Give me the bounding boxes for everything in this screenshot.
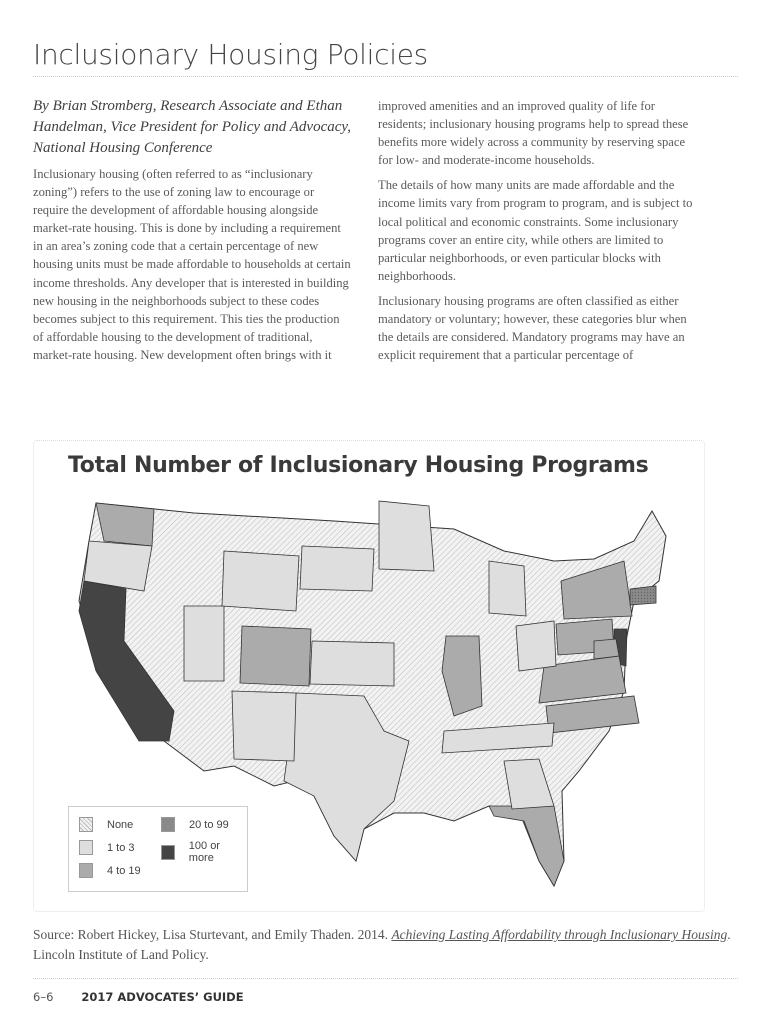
- left-column: [33, 96, 351, 371]
- paragraph: Inclusionary housing programs are often classified as either mandatory or voluntary; however, these categories blur when the details are considered. Mandatory programs may have an explicit requirement that a particular percentage of: [378, 293, 687, 363]
- legend-swatch: [79, 817, 93, 832]
- legend-item-4-19: [79, 863, 141, 878]
- legend-item-20-99: [161, 817, 229, 832]
- state-md: [594, 639, 619, 659]
- legend-label: None: [107, 818, 134, 831]
- legend-swatch: [161, 817, 175, 832]
- page-title: Inclusionary Housing Policies: [33, 38, 428, 71]
- legend-item-none: [79, 817, 133, 832]
- byline: By Brian Stromberg, Research Associate and Ethan Handelman, Vice President for Policy and Advocacy, National Housing Conference: [33, 98, 351, 156]
- legend-item-1-3: [79, 840, 135, 855]
- page-footer: [33, 990, 244, 1004]
- title-divider: [33, 76, 738, 77]
- footer-divider: [33, 978, 738, 979]
- map-figure: [33, 440, 705, 912]
- source-text: . Lincoln Institute of Land Policy.: [33, 927, 731, 962]
- source-text: Source: Robert Hickey, Lisa Sturtevant, and Emily Thaden. 2014.: [33, 927, 392, 942]
- paragraph: Inclusionary housing (often referred to as “inclusionary zoning”) refers to the use of zoning law to encourage or require the development of affordable housing alongside market-rate housing. This is done by including a requirement in an area’s zoning code that a certain percentage of new housing units must be made affordable to households at certain income thresholds. Any developer that is interested in building new housing in the neighborhoods subject to these codes becomes subject to this requirement. This ties the production of affordable housing to the development of traditional, market-rate housing. New development often brings with it: [33, 167, 351, 362]
- state-oh: [516, 621, 556, 671]
- state-ma: [630, 586, 656, 605]
- legend-swatch: [79, 840, 93, 855]
- legend-label: 100 or more: [188, 840, 220, 864]
- state-nm: [232, 691, 296, 761]
- state-wa: [96, 503, 154, 546]
- guide-title: 2017 ADVOCATES’ GUIDE: [81, 990, 244, 1004]
- state-ut: [184, 606, 224, 681]
- map-title: Total Number of Inclusionary Housing Programs: [68, 453, 649, 478]
- state-fl: [489, 806, 564, 886]
- legend-item-100-plus: [161, 840, 247, 864]
- map-legend: [68, 806, 248, 892]
- legend-label: 1 to 3: [107, 841, 135, 854]
- paragraph: The details of how many units are made affordable and the income limits vary from program to program, and is subject to local political and economic constraints. Some inclusionary programs cover an entire city, while others are limited to particular neighborhoods, or even particular blocks with neighborhoods.: [378, 178, 693, 283]
- page-number: 6–6: [33, 990, 54, 1004]
- source-citation: [33, 925, 733, 965]
- legend-swatch: [79, 863, 93, 878]
- state-mi: [489, 561, 526, 616]
- paragraph: improved amenities and an improved quality of life for residents; inclusionary housing programs help to spread these benefits more widely across a community by reserving space for low- and moderate-income households.: [378, 99, 689, 168]
- legend-swatch: [161, 845, 175, 860]
- right-column: [378, 97, 696, 371]
- state-sd: [300, 546, 374, 591]
- state-ks: [310, 641, 394, 686]
- state-mn: [379, 501, 434, 571]
- source-link[interactable]: Achieving Lasting Affordability through Inclusionary Housing: [391, 927, 728, 942]
- state-co: [240, 626, 311, 686]
- legend-label: 4 to 19: [107, 864, 141, 877]
- state-wy: [222, 551, 299, 611]
- legend-label: 20 to 99: [189, 818, 229, 831]
